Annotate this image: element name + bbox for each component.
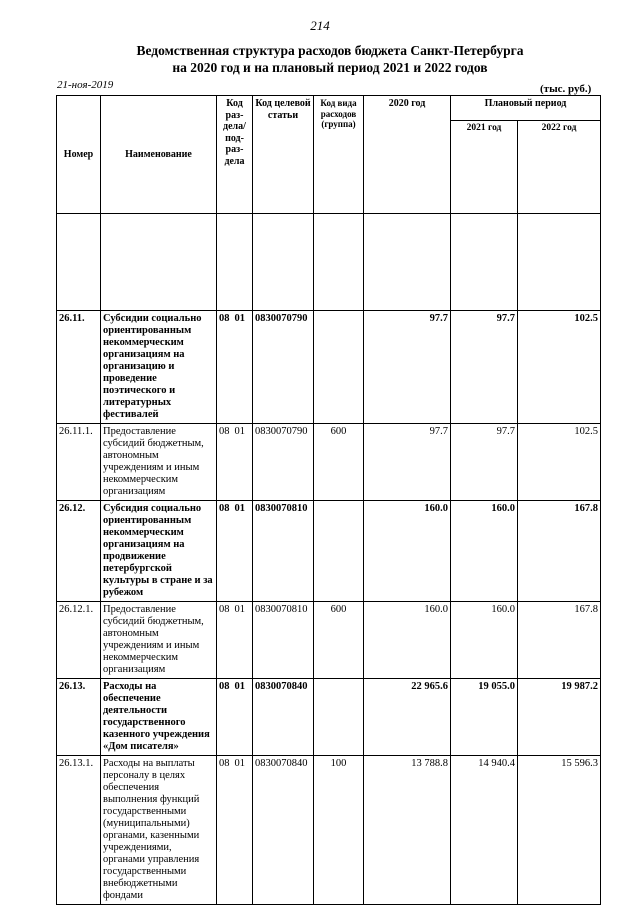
budget-table bbox=[56, 95, 601, 905]
header-name: Наименование bbox=[101, 96, 217, 214]
spacer-cell bbox=[518, 214, 601, 311]
row-razdel: 08 bbox=[219, 604, 230, 615]
row-expense-code: 100 bbox=[314, 756, 364, 905]
row-expense-code: 600 bbox=[314, 602, 364, 679]
row-target-code: 0830070790 bbox=[253, 311, 314, 424]
row-2022: 102.5 bbox=[518, 311, 601, 424]
row-2022: 167.8 bbox=[518, 602, 601, 679]
header-planned-period: Плановый период bbox=[451, 96, 601, 121]
row-name: Субсидия социально ориентированным некоммерческим организациям на продвижение петербургской культуры в стране и за рубежом bbox=[101, 501, 217, 602]
title-line-1: Ведомственная структура расходов бюджета Санкт-Петербурга bbox=[136, 43, 524, 58]
row-razdel: 08 bbox=[219, 681, 230, 692]
units-label: (тыс. руб.) bbox=[540, 83, 592, 95]
row-razdel: 08 bbox=[219, 426, 230, 437]
row-podrazdel: 01 bbox=[234, 426, 245, 437]
header-2020: 2020 год bbox=[364, 96, 451, 214]
document-date: 21-ноя-2019 bbox=[57, 79, 114, 91]
row-podrazdel: 01 bbox=[234, 604, 245, 615]
row-podrazdel: 01 bbox=[234, 503, 245, 514]
header-2021: 2021 год bbox=[451, 121, 518, 214]
title-line-2: на 2020 год и на плановый период 2021 и 2022 годов bbox=[172, 60, 488, 75]
row-2022: 19 987.2 bbox=[518, 679, 601, 756]
row-name: Субсидии социально ориентированным некоммерческим организациям на организацию и проведение поэтического и литературных фестивалей bbox=[101, 311, 217, 424]
table-row bbox=[57, 679, 601, 756]
row-2020: 97.7 bbox=[364, 424, 451, 501]
row-number: 26.11.1. bbox=[57, 424, 101, 501]
table-row bbox=[57, 424, 601, 501]
row-number: 26.12. bbox=[57, 501, 101, 602]
row-2022: 167.8 bbox=[518, 501, 601, 602]
row-expense-code bbox=[314, 501, 364, 602]
row-2022: 15 596.3 bbox=[518, 756, 601, 905]
row-2020: 160.0 bbox=[364, 602, 451, 679]
table-row bbox=[57, 501, 601, 602]
row-section-code bbox=[217, 602, 253, 679]
row-2020: 160.0 bbox=[364, 501, 451, 602]
row-expense-code bbox=[314, 311, 364, 424]
row-target-code: 0830070810 bbox=[253, 602, 314, 679]
row-2020: 22 965.6 bbox=[364, 679, 451, 756]
row-target-code: 0830070840 bbox=[253, 679, 314, 756]
row-2021: 19 055.0 bbox=[451, 679, 518, 756]
row-podrazdel: 01 bbox=[234, 313, 245, 324]
spacer-cell bbox=[101, 214, 217, 311]
page-number: 214 bbox=[310, 18, 330, 33]
row-name: Предоставление субсидий бюджетным, автономным учреждениям и иным некоммерческим организациям bbox=[101, 602, 217, 679]
row-2021: 97.7 bbox=[451, 311, 518, 424]
row-section-code bbox=[217, 501, 253, 602]
header-target: Код целевой статьи bbox=[253, 96, 314, 214]
row-2022: 102.5 bbox=[518, 424, 601, 501]
header-expense-type: Код вида расходов (группа) bbox=[314, 96, 364, 214]
row-number: 26.11. bbox=[57, 311, 101, 424]
row-target-code: 0830070790 bbox=[253, 424, 314, 501]
spacer-cell bbox=[217, 214, 253, 311]
row-name: Расходы на выплаты персоналу в целях обеспечения выполнения функций государственными (муниципальными) органами, казенными учреждениями, органами управления государственными внебюджетными фондами bbox=[101, 756, 217, 905]
row-target-code: 0830070840 bbox=[253, 756, 314, 905]
row-section-code bbox=[217, 311, 253, 424]
row-razdel: 08 bbox=[219, 503, 230, 514]
table-row bbox=[57, 311, 601, 424]
row-expense-code: 600 bbox=[314, 424, 364, 501]
row-section-code bbox=[217, 679, 253, 756]
table-row bbox=[57, 756, 601, 905]
row-razdel: 08 bbox=[219, 758, 230, 769]
spacer-cell bbox=[314, 214, 364, 311]
header-section: Код раз-дела/ под-раз-дела bbox=[217, 96, 253, 214]
row-name: Расходы на обеспечение деятельности государственного казенного учреждения «Дом писателя» bbox=[101, 679, 217, 756]
row-2021: 14 940.4 bbox=[451, 756, 518, 905]
row-2021: 160.0 bbox=[451, 602, 518, 679]
row-razdel: 08 bbox=[219, 313, 230, 324]
row-target-code: 0830070810 bbox=[253, 501, 314, 602]
row-podrazdel: 01 bbox=[234, 681, 245, 692]
row-section-code bbox=[217, 424, 253, 501]
spacer-cell bbox=[451, 214, 518, 311]
spacer-cell bbox=[57, 214, 101, 311]
header-number: Номер bbox=[57, 96, 101, 214]
row-2021: 97.7 bbox=[451, 424, 518, 501]
row-number: 26.13. bbox=[57, 679, 101, 756]
table-row bbox=[57, 602, 601, 679]
spacer-cell bbox=[364, 214, 451, 311]
row-2020: 13 788.8 bbox=[364, 756, 451, 905]
row-number: 26.12.1. bbox=[57, 602, 101, 679]
row-2021: 160.0 bbox=[451, 501, 518, 602]
row-number: 26.13.1. bbox=[57, 756, 101, 905]
row-expense-code bbox=[314, 679, 364, 756]
spacer-cell bbox=[253, 214, 314, 311]
header-2022: 2022 год bbox=[518, 121, 601, 214]
row-name: Предоставление субсидий бюджетным, автономным учреждениям и иным некоммерческим организациям bbox=[101, 424, 217, 501]
document-title bbox=[60, 42, 600, 76]
row-section-code bbox=[217, 756, 253, 905]
row-podrazdel: 01 bbox=[234, 758, 245, 769]
row-2020: 97.7 bbox=[364, 311, 451, 424]
